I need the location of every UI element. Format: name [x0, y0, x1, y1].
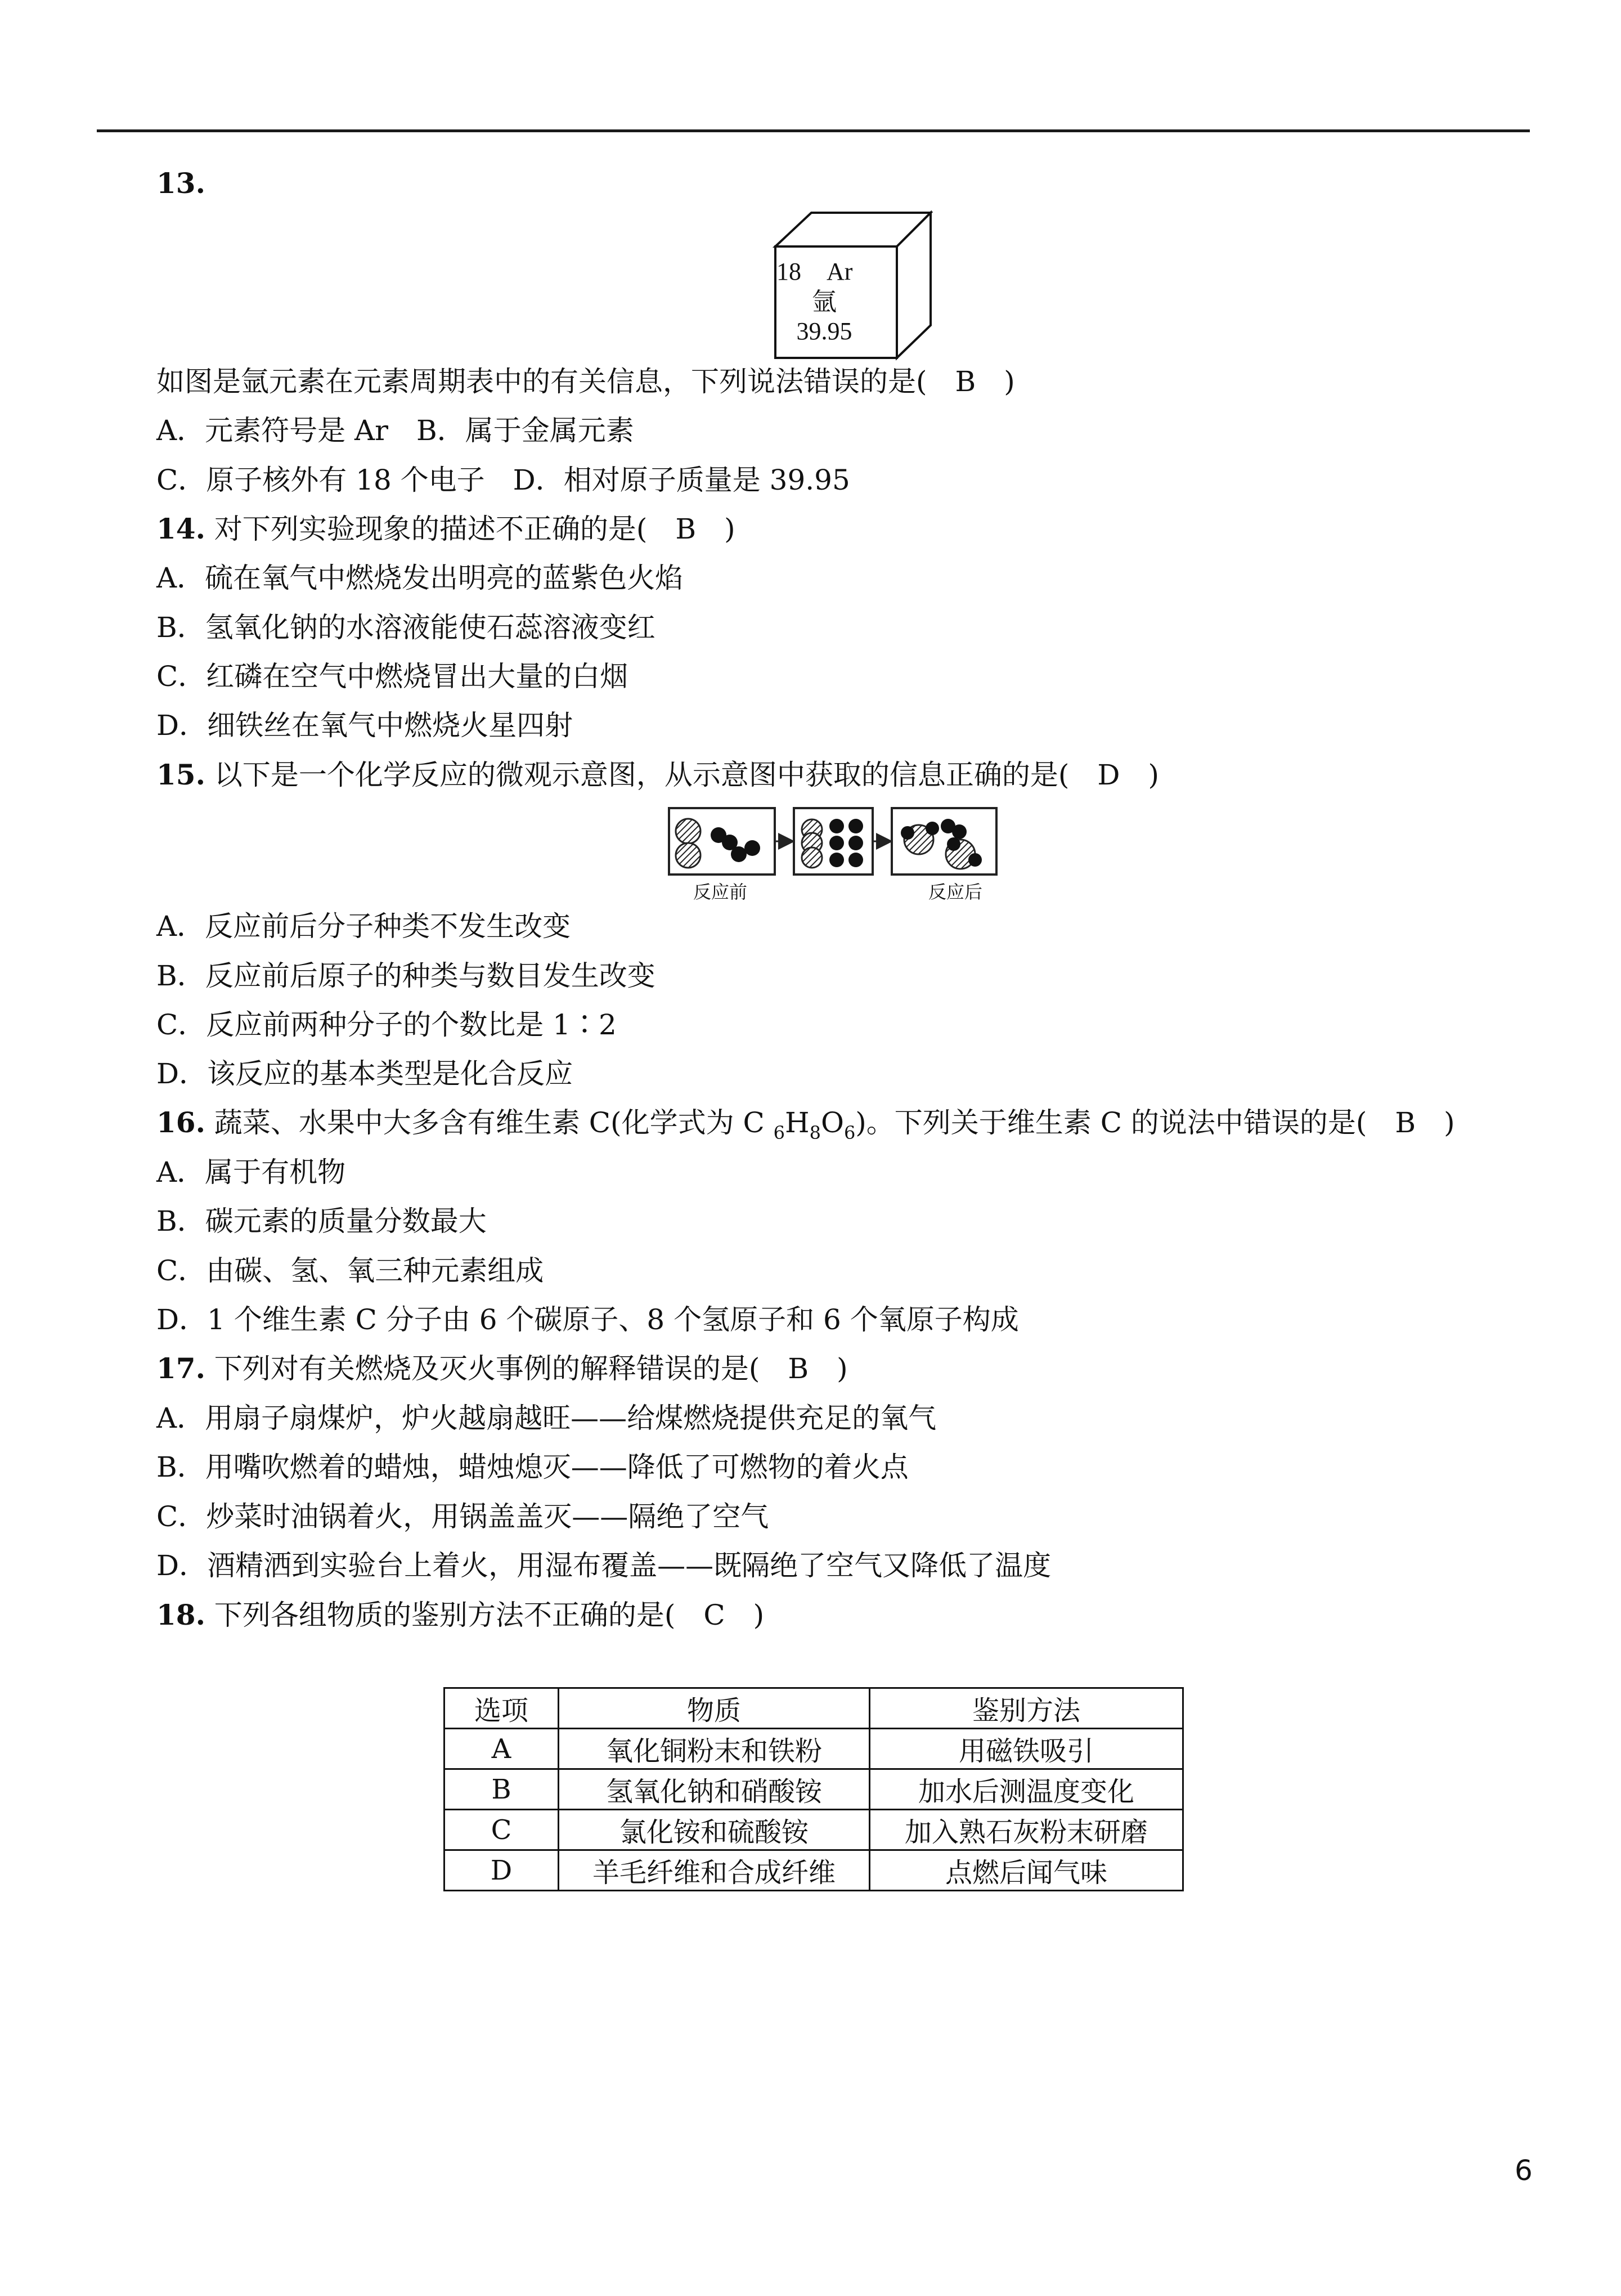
cell-method: 加入熟石灰粉末研磨 [870, 1810, 1183, 1850]
q16-option-b: B．碳元素的质量分数最大 [156, 1205, 487, 1237]
element-symbol: Ar [827, 258, 853, 285]
q13-number: 13. [156, 167, 205, 200]
q14-option-b: B．氢氧化钠的水溶液能使石蕊溶液变红 [156, 611, 655, 644]
label-before: 反应前 [693, 881, 748, 903]
q17-option-c: C．炒菜时油锅着火，用锅盖盖灭——隔绝了空气 [156, 1500, 769, 1533]
header-option: 选项 [444, 1688, 559, 1729]
q14-number: 14. [156, 512, 205, 545]
q15-stem-line [156, 758, 1159, 792]
q17-option-d: D．酒精洒到实验台上着火，用湿布覆盖——既隔绝了空气又降低了温度 [156, 1549, 1052, 1582]
header-rule [97, 129, 1530, 132]
q18-number: 18. [156, 1598, 205, 1631]
q14-stem-line [156, 512, 735, 546]
q13-stem: 如图是氩元素在元素周期表中的有关信息，下列说法错误的是( B ) [156, 365, 1015, 398]
q14-option-d: D．细铁丝在氧气中燃烧火星四射 [156, 709, 573, 742]
q14-stem: 对下列实验现象的描述不正确的是( B ) [214, 513, 735, 545]
q14-option-c: C．红磷在空气中燃烧冒出大量的白烟 [156, 660, 628, 693]
table-row [444, 1850, 1183, 1891]
q16-stem-part2: )。下列关于维生素 C 的说法中错误的是( B ) [855, 1106, 1455, 1139]
identification-table [443, 1687, 1184, 1891]
header-method: 鉴别方法 [870, 1688, 1183, 1729]
cell-option: A [444, 1729, 559, 1769]
q15-option-d: D．该反应的基本类型是化合反应 [156, 1057, 573, 1090]
cell-option: C [444, 1810, 559, 1850]
q17-option-a: A．用扇子扇煤炉，炉火越扇越旺——给煤燃烧提供充足的氧气 [156, 1402, 937, 1434]
element-name: 氩 [812, 288, 837, 316]
q15-number: 15. [156, 758, 205, 791]
cell-method: 加水后测温度变化 [870, 1769, 1183, 1810]
cell-option: D [444, 1850, 559, 1891]
q16-option-c: C．由碳、氢、氧三种元素组成 [156, 1254, 544, 1287]
q15-option-a: A．反应前后分子种类不发生改变 [156, 910, 571, 943]
q17-number: 17. [156, 1352, 205, 1385]
atomic-number: 18 [776, 258, 801, 285]
q17-stem-line [156, 1352, 848, 1385]
cell-substance: 氢氧化钠和硝酸铵 [559, 1769, 870, 1810]
cell-method: 点燃后闻气味 [870, 1850, 1183, 1891]
table-header-row [444, 1688, 1183, 1729]
q16-stem-line: 16. 蔬菜、水果中大多含有维生素 C(化学式为 C $_6H_8O_6$)。下列关于维生素 C 的说法中错误的是( B ) [156, 1106, 1455, 1143]
q17-stem: 下列对有关燃烧及灭火事例的解释错误的是( B ) [214, 1352, 848, 1385]
q15-option-b: B．反应前后原子的种类与数目发生改变 [156, 959, 655, 992]
q15-option-c: C．反应前两种分子的个数比是 1∶2 [156, 1008, 617, 1041]
q16-option-a: A．属于有机物 [156, 1156, 346, 1189]
page-number: 6 [1515, 2154, 1533, 2187]
table-row [444, 1729, 1183, 1769]
q16-option-d: D．1 个维生素 C 分子由 6 个碳原子、8 个氢原子和 6 个氧原子构成 [156, 1303, 1019, 1336]
table-row [444, 1810, 1183, 1850]
cell-substance: 氧化铜粉末和铁粉 [559, 1729, 870, 1769]
header-substance: 物质 [559, 1688, 870, 1729]
label-after: 反应后 [928, 881, 983, 903]
cell-option: B [444, 1769, 559, 1810]
q16-number: 16. [156, 1106, 205, 1139]
element-card-top-row [776, 258, 872, 286]
cell-substance: 羊毛纤维和合成纤维 [559, 1850, 870, 1891]
q18-stem: 下列各组物质的鉴别方法不正确的是( C ) [214, 1599, 765, 1631]
cell-substance: 氯化铵和硫酸铵 [559, 1810, 870, 1850]
atomic-mass: 39.95 [796, 317, 852, 345]
q13-options-1: A．元素符号是 Ar B．属于金属元素 [156, 414, 634, 447]
q17-option-b: B．用嘴吹燃着的蜡烛，蜡烛熄灭——降低了可燃物的着火点 [156, 1451, 909, 1483]
table-row [444, 1769, 1183, 1810]
cell-method: 用磁铁吸引 [870, 1729, 1183, 1769]
q18-stem-line [156, 1598, 764, 1632]
q14-option-a: A．硫在氧气中燃烧发出明亮的蓝紫色火焰 [156, 562, 684, 594]
q15-stem: 以下是一个化学反应的微观示意图，从示意图中获取的信息正确的是( D ) [214, 759, 1160, 791]
q13-options-2: C．原子核外有 18 个电子 D．相对原子质量是 39.95 [156, 464, 850, 496]
q16-stem-part1: 蔬菜、水果中大多含有维生素 C(化学式为 C [214, 1106, 774, 1139]
